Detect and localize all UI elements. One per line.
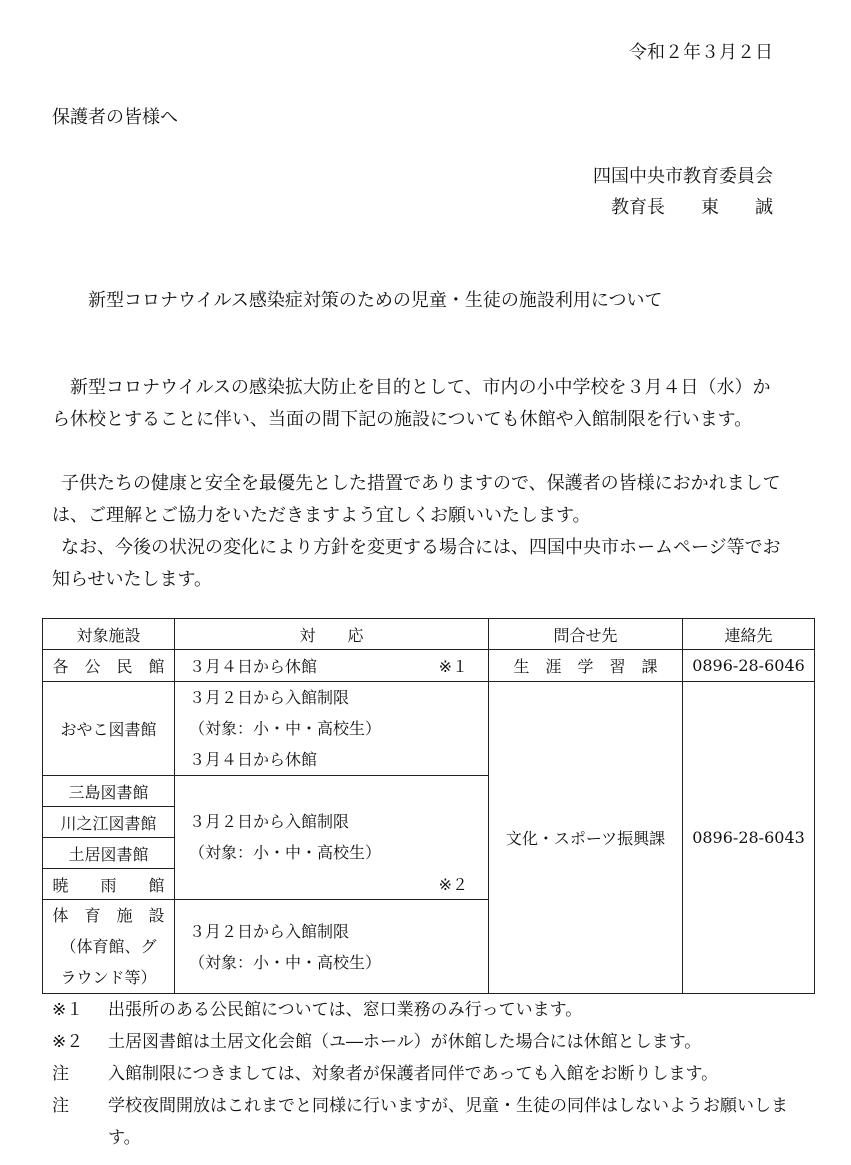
facility-line: ラウンド等）: [60, 968, 157, 987]
note-text: 学校夜間開放はこれまでと同様に行いますが、児童・生徒の同伴はしないようお願いします。: [108, 1096, 788, 1148]
facility-line: （体育館、グ: [60, 937, 157, 956]
shared-contact-cell: 文化・スポーツ振興課: [489, 682, 683, 994]
response-line: （対象：小・中・高校生）: [189, 719, 382, 738]
table-header-row: [43, 619, 815, 650]
note-item: [52, 1026, 788, 1058]
phone-cell: 0896-28-6046: [683, 650, 815, 682]
facility-line: 体 育 施 設: [52, 906, 165, 925]
shared-phone-cell: 0896-28-6043: [683, 682, 815, 994]
document-date: 令和２年３月２日: [629, 42, 773, 63]
sender-name: [611, 193, 773, 219]
response-line: ３月２日から入館制限: [189, 921, 350, 941]
note-item: [52, 994, 788, 1026]
facility-cell: 三島図書館: [43, 776, 175, 807]
sender-givenname: 誠: [755, 197, 773, 218]
response-line: ３月４日から休館: [189, 750, 318, 769]
facility-cell: 土居図書館: [43, 838, 175, 869]
header-facility: 対象施設: [43, 619, 175, 650]
note-item: [52, 1090, 788, 1154]
header-contact: 問合せ先: [489, 619, 683, 650]
table-row: [43, 682, 815, 776]
facility-cell: 川之江図書館: [43, 807, 175, 838]
response-cell: [175, 650, 489, 682]
response-text: ３月４日から休館: [189, 657, 318, 676]
facility-cell: [43, 900, 175, 994]
sender-organization: 四国中央市教育委員会: [593, 166, 773, 187]
sender-surname: 東: [701, 197, 719, 218]
note-mark: ※２: [52, 1032, 84, 1052]
facility-cell: 各 公 民 館: [43, 650, 175, 682]
note-mark: ※１: [52, 1000, 84, 1020]
response-cell: [175, 776, 489, 900]
note-item: [52, 1058, 788, 1090]
table-row: [43, 650, 815, 682]
document-title: 新型コロナウイルス感染症対策のための児童・生徒の施設利用について: [88, 290, 663, 311]
addressee: 保護者の皆様へ: [52, 107, 178, 128]
response-cell: [175, 900, 489, 994]
footnote-mark: ※２: [438, 875, 468, 894]
header-phone: 連絡先: [683, 619, 815, 650]
header-response: 対 応: [175, 619, 489, 650]
response-cell: [175, 682, 489, 776]
notes-list: [52, 994, 788, 1154]
response-line: ３月２日から入館制限: [189, 688, 350, 707]
sender-title: 教育長: [611, 197, 665, 218]
response-line: （対象：小・中・高校生）: [189, 843, 382, 862]
body-paragraph-3: なお、今後の状況の変化により方針を変更する場合には、四国中央市ホームページ等でお知らせいたします。: [52, 537, 781, 590]
note-text: 土居図書館は土居文化会館（ユ―ホール）が休館した場合には休館とします。: [108, 1032, 702, 1052]
body-paragraph-2: 子供たちの健康と安全を最優先とした措置でありますので、保護者の皆様におかれましては、ご理解とご協力をいただきますよう宜しくお願いいたします。: [52, 473, 781, 526]
facility-cell: おやこ図書館: [43, 682, 175, 776]
note-mark: 注: [52, 1064, 69, 1084]
note-mark: 注: [52, 1096, 69, 1116]
footnote-mark: ※１: [438, 657, 468, 676]
facility-cell: 暁 雨 館: [43, 869, 175, 900]
note-text: 入館制限につきましては、対象者が保護者同伴であっても入館をお断りします。: [108, 1064, 719, 1084]
note-text: 出張所のある公民館については、窓口業務のみ行っています。: [108, 1000, 583, 1020]
response-line: ３月２日から入館制限: [189, 812, 350, 831]
contact-cell: 生 涯 学 習 課: [489, 650, 683, 682]
facility-table: [42, 618, 815, 994]
response-line: （対象：小・中・高校生）: [189, 952, 382, 972]
body-paragraph-1: 新型コロナウイルスの感染拡大防止を目的として、市内の小中学校を３月４日（水）から休校とすることに伴い、当面の間下記の施設についても休館や入館制限を行います。: [52, 377, 771, 430]
